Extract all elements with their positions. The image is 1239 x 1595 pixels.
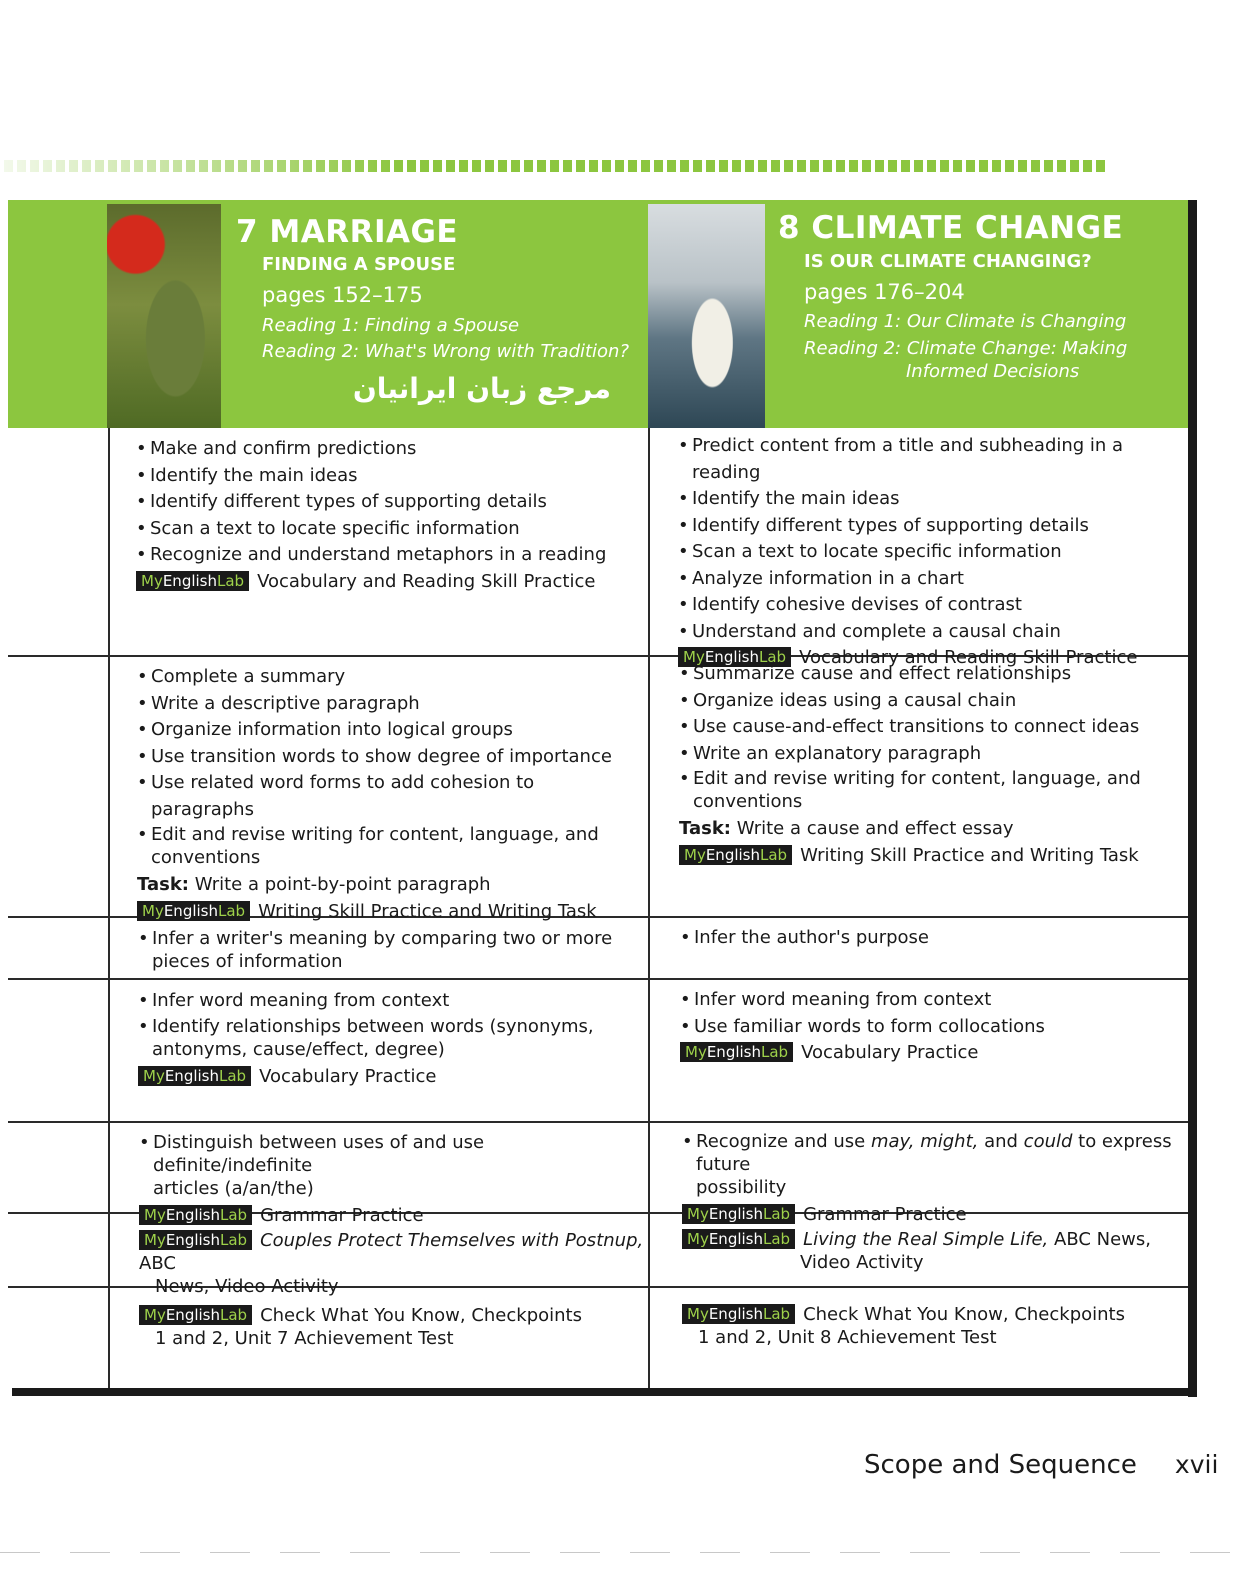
- lab-line: [682, 1202, 1187, 1229]
- myenglishlab-badge: MyEnglishLab: [679, 845, 792, 865]
- list-item: • Use familiar words to form collocations: [680, 1014, 1185, 1041]
- lab-line: [137, 899, 642, 926]
- table-right-border: [1188, 200, 1197, 1397]
- unit-7-reading-1: Reading 1: Finding a Spouse: [262, 315, 520, 336]
- unit-8-writing-skills: [679, 661, 1184, 869]
- lab-activity: Writing Skill Practice and Writing Task: [800, 844, 1139, 866]
- list-item: • Recognize and use may, might, and could to express future possibility: [682, 1130, 1187, 1202]
- myenglishlab-badge: MyEnglishLab: [682, 1229, 795, 1249]
- unit-8-video: [682, 1228, 1187, 1274]
- center-column-rule: [648, 428, 650, 1388]
- watermark-text: مرجع زبان ایرانیان: [352, 372, 611, 405]
- myenglishlab-badge: MyEnglishLab: [136, 571, 249, 591]
- list-item: • Write an explanatory paragraph: [679, 741, 1184, 768]
- list-item: • Organize information into logical groups: [137, 717, 642, 744]
- myenglishlab-badge: MyEnglishLab: [138, 1066, 251, 1086]
- lab-line: [680, 1040, 1185, 1067]
- unit-8-grammar: [682, 1130, 1187, 1229]
- myenglishlab-badge: MyEnglishLab: [678, 647, 791, 667]
- list-item: • Use related word forms to add cohesion to paragraphs: [137, 770, 642, 823]
- task-line: Task: Write a cause and effect essay: [679, 818, 1014, 839]
- page-footer: [864, 1450, 1218, 1480]
- list-item: • Infer the author's purpose: [680, 925, 1185, 952]
- unit-8-photo: [648, 204, 765, 428]
- myenglishlab-badge: MyEnglishLab: [139, 1305, 252, 1325]
- list-item: • Recognize and understand metaphors in a reading: [136, 542, 641, 569]
- lab-activity: Vocabulary Practice: [801, 1042, 979, 1063]
- lab-activity: Grammar Practice: [260, 1205, 424, 1226]
- list-item: • Identify the main ideas: [136, 463, 641, 490]
- unit-7-video: [139, 1229, 644, 1298]
- list-item: • Analyze information in a chart: [678, 566, 1183, 593]
- list-item: • Infer word meaning from context: [138, 988, 643, 1015]
- row-divider: [8, 978, 1188, 980]
- unit-7-reading-2: Reading 2: What's Wrong with Tradition?: [262, 341, 630, 362]
- unit-7-critical-thinking: [138, 927, 643, 976]
- unit-7-photo: [107, 204, 221, 428]
- video-activity: MyEnglishLab Living the Real Simple Life, ABC News, Video Activity: [682, 1228, 1187, 1274]
- list-item: • Identify different types of supporting details: [136, 489, 641, 516]
- list-item: • Use cause-and-effect transitions to connect ideas: [679, 714, 1184, 741]
- unit-7-reading-skills: [136, 436, 641, 595]
- section-title: Scope and Sequence: [864, 1450, 1137, 1480]
- lab-line: [136, 569, 641, 596]
- myenglishlab-badge: MyEnglishLab: [682, 1204, 795, 1224]
- list-item: • Use transition words to show degree of importance: [137, 744, 642, 771]
- myenglishlab-badge: MyEnglishLab: [139, 1230, 252, 1250]
- task-line: Task: Write a point-by-point paragraph: [137, 874, 491, 895]
- list-item: • Scan a text to locate specific information: [136, 516, 641, 543]
- list-item: • Scan a text to locate specific information: [678, 539, 1183, 566]
- list-item: • Identify relationships between words (synonyms, antonyms, cause/effect, degree): [138, 1015, 643, 1064]
- unit-7-subtitle: FINDING A SPOUSE: [262, 254, 456, 275]
- lab-line: [138, 1064, 643, 1091]
- list-item: • Identify cohesive devises of contrast: [678, 592, 1183, 619]
- lab-activity: Grammar Practice: [803, 1204, 967, 1225]
- scan-artifact-line: [0, 1552, 1239, 1553]
- unit-8-subtitle: IS OUR CLIMATE CHANGING?: [804, 251, 1092, 272]
- lab-activity: Vocabulary and Reading Skill Practice: [799, 647, 1138, 668]
- list-item: • Write a descriptive paragraph: [137, 691, 642, 718]
- unit-8-critical-thinking: [680, 925, 1185, 952]
- lab-line: [679, 843, 1184, 870]
- list-item: • Distinguish between uses of and use definite/indefinite articles (a/an/the): [139, 1131, 644, 1203]
- list-item: • Infer a writer's meaning by comparing two or more pieces of information: [138, 927, 643, 976]
- unit-7-pages: pages 152–175: [262, 283, 423, 307]
- table-bottom-border: [12, 1388, 1197, 1396]
- list-item: • Make and confirm predictions: [136, 436, 641, 463]
- myenglishlab-badge: MyEnglishLab: [680, 1042, 793, 1062]
- unit-8-title: 8 CLIMATE CHANGE: [778, 210, 1124, 246]
- page-number: xvii: [1174, 1450, 1219, 1479]
- row-divider: [8, 1121, 1188, 1123]
- unit-8-reading-2: Reading 2: Climate Change: Making: [804, 338, 1128, 359]
- unit-8-reading-skills: [678, 433, 1183, 672]
- unit-8-reading-2-cont: Informed Decisions: [906, 361, 1080, 382]
- unit-8-vocabulary: [680, 987, 1185, 1067]
- list-item: • Organize ideas using a causal chain: [679, 688, 1184, 715]
- list-item: • Identify different types of supporting details: [678, 513, 1183, 540]
- unit-8-assessment: [682, 1303, 1187, 1349]
- unit-8-reading-1: Reading 1: Our Climate is Changing: [804, 311, 1127, 332]
- assessment-activity: MyEnglishLab Check What You Know, Checkpoints 1 and 2, Unit 8 Achievement Test: [682, 1303, 1187, 1349]
- unit-8-pages: pages 176–204: [804, 280, 965, 304]
- list-item: • Summarize cause and effect relationships: [679, 661, 1184, 688]
- myenglishlab-badge: MyEnglishLab: [139, 1205, 252, 1225]
- assessment-activity: MyEnglishLab Check What You Know, Checkpoints 1 and 2, Unit 7 Achievement Test: [139, 1304, 644, 1350]
- lab-line: [139, 1203, 644, 1230]
- dot-strip-fade: [0, 156, 400, 176]
- video-activity: MyEnglishLab Couples Protect Themselves with Postnup, ABC News, Video Activity: [139, 1230, 644, 1297]
- list-item: • Complete a summary: [137, 664, 642, 691]
- lab-activity: Writing Skill Practice and Writing Task: [258, 900, 597, 922]
- lab-activity: Vocabulary and Reading Skill Practice: [257, 570, 596, 592]
- list-item: • Edit and revise writing for content, language, and conventions: [137, 823, 642, 872]
- unit-7-title: 7 MARRIAGE: [236, 214, 459, 250]
- unit-7-assessment: [139, 1304, 644, 1350]
- list-item: • Infer word meaning from context: [680, 987, 1185, 1014]
- unit-7-writing-skills: [137, 664, 642, 925]
- list-item: • Edit and revise writing for content, language, and conventions: [679, 767, 1184, 816]
- unit-7-grammar: [139, 1131, 644, 1230]
- myenglishlab-badge: MyEnglishLab: [682, 1304, 795, 1324]
- list-item: • Understand and complete a causal chain: [678, 619, 1183, 646]
- myenglishlab-badge: MyEnglishLab: [137, 901, 250, 921]
- list-item: • Predict content from a title and subheading in a reading: [678, 433, 1183, 486]
- lab-activity: Vocabulary Practice: [259, 1065, 437, 1087]
- unit-7-vocabulary: [138, 988, 643, 1090]
- left-column-rule: [108, 428, 110, 1388]
- list-item: • Identify the main ideas: [678, 486, 1183, 513]
